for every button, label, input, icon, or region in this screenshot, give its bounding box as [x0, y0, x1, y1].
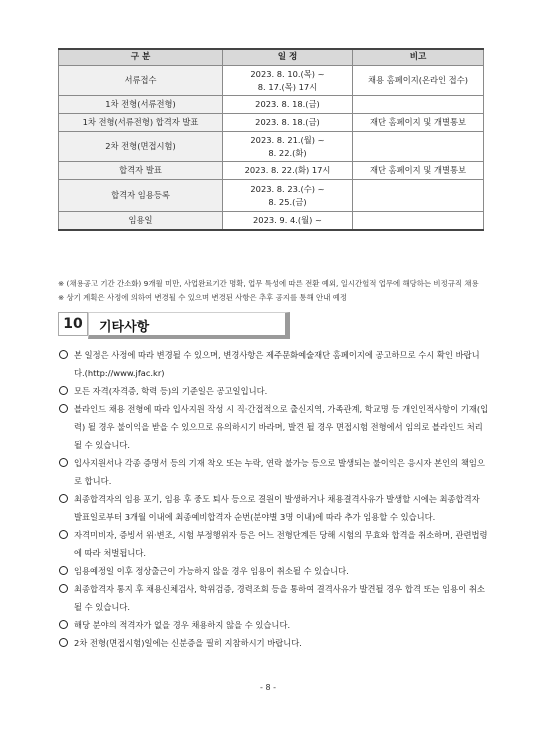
- row-date: 2023. 8. 10.(목) ~ 8. 17.(목) 17시: [223, 66, 353, 96]
- row-date: 2023. 8. 18.(금): [223, 114, 353, 132]
- list-item: [58, 634, 490, 652]
- list-item-text: 최종합격자의 임용 포기, 임용 후 중도 퇴사 등으로 결원이 발생하거나 채용결격사유가 발생할 시에는 최종합격자 발표일로부터 3개월 이내에 최종예비합격자 순번(분야별 3명 이내)에 따라 추가 임용할 수 있습니다.: [74, 494, 480, 522]
- list-item: [58, 526, 490, 562]
- list-item-text: 본 일정은 사정에 따라 변경될 수 있으며, 변경사항은 제주문화예술재단 홈페이지에 공고하므로 수시 확인 바랍니다.(http://www.jfac.kr): [74, 350, 480, 378]
- row-date: 2023. 9. 4.(월) ~: [223, 212, 353, 230]
- list-item-text: 입사지원서나 각종 증명서 등의 기재 착오 또는 누락, 연락 불가능 등으로 발생되는 불이익은 응시자 본인의 책임으로 합니다.: [74, 458, 485, 486]
- table-row: [59, 66, 484, 96]
- list-item-text: 최종합격자 통지 후 채용신체검사, 학위검증, 경력조회 등을 통하여 결격사유가 발견될 경우 합격 또는 임용이 취소될 수 있습니다.: [74, 584, 485, 612]
- circle-bullet-icon: [59, 620, 68, 629]
- header-category: 구 분: [59, 49, 223, 66]
- row-note: [353, 212, 484, 230]
- circle-bullet-icon: [59, 404, 68, 413]
- notice-list: [58, 346, 490, 652]
- row-date: 2023. 8. 22.(화) 17시: [223, 162, 353, 180]
- row-category: 1차 전형(서류전형): [59, 96, 223, 114]
- table-row: [59, 132, 484, 162]
- section-header: [58, 312, 290, 338]
- schedule-table: [58, 48, 484, 231]
- row-category: 2차 전형(면접시험): [59, 132, 223, 162]
- list-item: [58, 616, 490, 634]
- list-item: [58, 490, 490, 526]
- circle-bullet-icon: [59, 386, 68, 395]
- row-category: 임용일: [59, 212, 223, 230]
- list-item: [58, 454, 490, 490]
- header-date: 일 정: [223, 49, 353, 66]
- table-header-row: [59, 49, 484, 66]
- section-number: 10: [58, 312, 88, 336]
- section-title-box: [88, 312, 290, 339]
- row-note: [353, 132, 484, 162]
- circle-bullet-icon: [59, 638, 68, 647]
- circle-bullet-icon: [59, 350, 68, 359]
- note-item: ※ (채용공고 기간 간소화) 9개월 미만, 사업완료기간 명확, 업무 특성에 따른 전환 예외, 일시간헐적 업무에 해당하는 비정규직 채용: [58, 279, 479, 288]
- table-row: [59, 162, 484, 180]
- list-item-text: 임용예정일 이후 정상출근이 가능하지 않을 경우 임용이 취소될 수 있습니다.: [74, 566, 349, 576]
- page-number: - 8 -: [260, 683, 276, 692]
- table-notes: [58, 278, 488, 304]
- list-item: [58, 562, 490, 580]
- section-title: 기타사항: [99, 320, 150, 335]
- row-category: 1차 전형(서류전형) 합격자 발표: [59, 114, 223, 132]
- list-item: [58, 346, 490, 382]
- row-note: [353, 180, 484, 212]
- circle-bullet-icon: [59, 530, 68, 539]
- note-item: ※ 상기 계획은 사정에 의하여 변경될 수 있으며 변경된 사항은 추후 공지를 통해 안내 예정: [58, 293, 347, 302]
- row-note: [353, 96, 484, 114]
- list-item-text: 2차 전형(면접시험)일에는 신분증을 필히 지참하시기 바랍니다.: [74, 638, 302, 648]
- circle-bullet-icon: [59, 458, 68, 467]
- list-item-text: 해당 분야의 적격자가 없을 경우 채용하지 않을 수 있습니다.: [74, 620, 291, 630]
- row-note: 재단 홈페이지 및 개별통보: [353, 114, 484, 132]
- circle-bullet-icon: [59, 494, 68, 503]
- row-category: 합격자 발표: [59, 162, 223, 180]
- circle-bullet-icon: [59, 566, 68, 575]
- row-category: 서류접수: [59, 66, 223, 96]
- circle-bullet-icon: [59, 584, 68, 593]
- row-date: 2023. 8. 18.(금): [223, 96, 353, 114]
- list-item: [58, 580, 490, 616]
- list-item: [58, 400, 490, 454]
- list-item-text: 블라인드 채용 전형에 따라 입사지원 작성 시 직·간접적으로 출신지역, 가족관계, 학교명 등 개인인적사항이 기재(입력) 될 경우 불이익을 받을 수 있으므로 유의하시기 바라며, 발견 될 경우 면접시험 전형에서 임의로 블라인드 처리될 수 있습니다.: [74, 404, 489, 450]
- table-row: [59, 212, 484, 230]
- table-row: [59, 180, 484, 212]
- list-item-text: 자격미비자, 증빙서 위·변조, 시험 부정행위자 등은 어느 전형단계든 당해 시험의 무효와 합격을 취소하며, 관련법령에 따라 처벌됩니다.: [74, 530, 488, 558]
- row-note: 재단 홈페이지 및 개별통보: [353, 162, 484, 180]
- list-item: [58, 382, 490, 400]
- row-category: 합격자 임용등록: [59, 180, 223, 212]
- row-note: 채용 홈페이지(온라인 접수): [353, 66, 484, 96]
- row-date: 2023. 8. 21.(월) ~ 8. 22.(화): [223, 132, 353, 162]
- table-row: [59, 96, 484, 114]
- table-row: [59, 114, 484, 132]
- list-item-text: 모든 자격(자격증, 학력 등)의 기준일은 공고일입니다.: [74, 386, 268, 396]
- header-note: 비고: [353, 49, 484, 66]
- row-date: 2023. 8. 23.(수) ~ 8. 25.(금): [223, 180, 353, 212]
